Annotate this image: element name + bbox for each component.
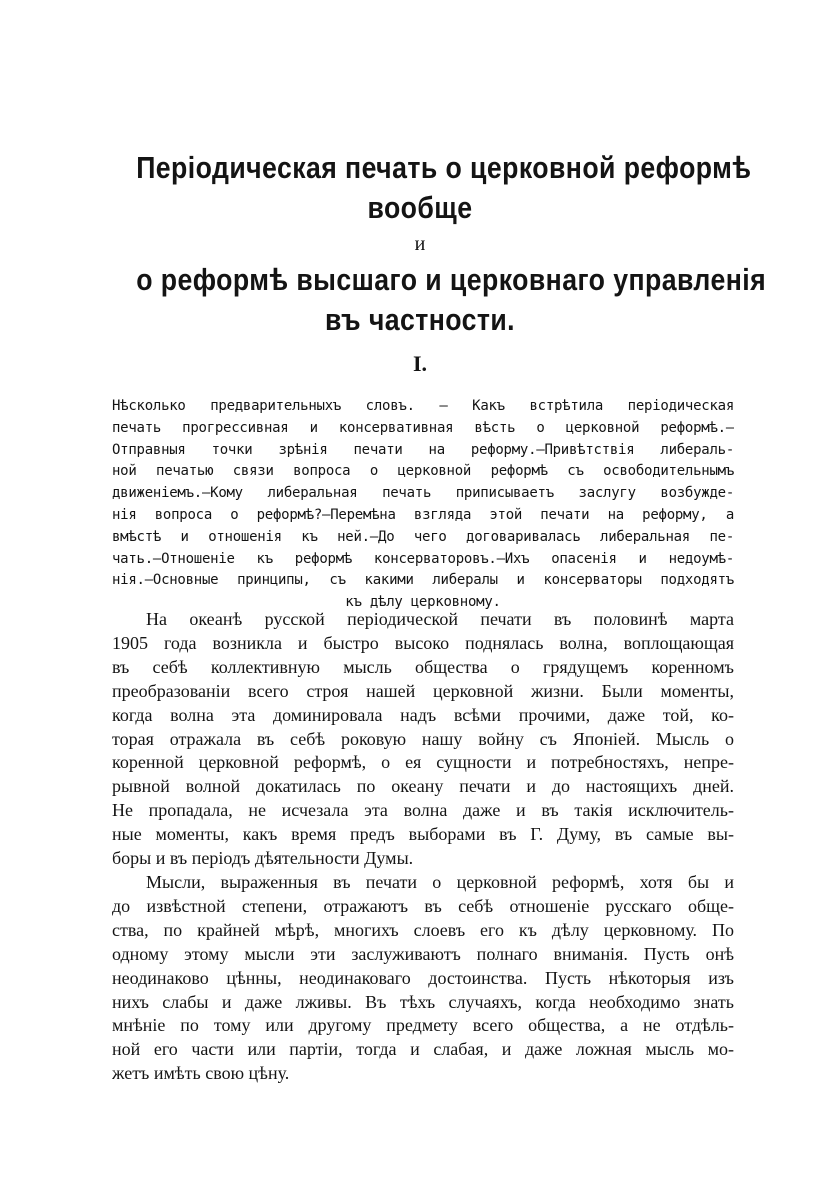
chapter-title	[90, 148, 767, 340]
text-line: Мысли, выраженныя въ печати о церковной реформѣ, хотя бы и	[146, 871, 734, 892]
text-line: одному этому мысли эти заслуживаютъ полнаго вниманія. Пусть онѣ	[112, 943, 734, 964]
summary-line: печать прогрессивная и консервативная вѣсть о церковной реформѣ.—	[112, 419, 734, 436]
text-line: На океанѣ русской періодической печати въ половинѣ марта	[146, 609, 734, 629]
text-line: до извѣстной степени, отражаютъ въ себѣ отношеніе русскаго обще-	[112, 895, 734, 916]
text-line: жетъ имѣть свою цѣну.	[112, 1063, 290, 1084]
text-line: боры и въ періодъ дѣятельности Думы.	[112, 848, 414, 869]
title-conjunction: и	[414, 233, 426, 255]
summary-line: вмѣстѣ и отношенія къ ней.—До чего договаривалась либеральная пе-	[112, 528, 734, 545]
text-line: Не пропадала, не исчезала эта волна даже и въ такія исключитель-	[112, 800, 734, 821]
text-line: нихъ слабы и даже лживы. Въ тѣхъ случаяхъ, когда необходимо знать	[112, 991, 734, 1012]
title-line-3: о реформѣ высшаго и церковнаго управленія	[136, 262, 767, 297]
text-line: ства, по крайней мѣрѣ, многихъ слоевъ его къ дѣлу церковному. По	[112, 919, 734, 940]
chapter-summary	[112, 396, 734, 614]
text-line: неодинаково цѣнны, неодинаковаго достоинства. Пусть нѣкоторыя изъ	[112, 967, 734, 988]
summary-line: нія вопроса о реформѣ?—Перемѣна взгляда этой печати на реформу, а	[112, 506, 734, 523]
paragraph-1	[112, 608, 734, 871]
text-line: рывной волной докатилась по океану печати и до настоящихъ дней.	[112, 776, 734, 797]
title-line-1: Періодическая печать о церковной реформѣ	[136, 150, 752, 185]
text-line: коренной церковной реформѣ, о ея сущности и потребностяхъ, непре-	[112, 752, 734, 773]
summary-line: чать.—Отношеніе къ реформѣ консерваторовъ.—Ихъ опасенія и недоумѣ-	[112, 550, 734, 567]
paragraph-2	[112, 871, 734, 1086]
text-line: ной его части или партіи, тогда и слабая, и даже ложная мысль мо-	[112, 1039, 734, 1060]
title-line-2: вообще	[367, 190, 473, 225]
text-line: ные моменты, какъ время предъ выборами въ Г. Думу, въ самые вы-	[112, 824, 734, 845]
summary-line: Отправныя точки зрѣнія печати на реформу.—Привѣтствія либераль-	[112, 441, 734, 458]
text-line: когда волна эта доминировала надъ всѣми прочими, даже той, ко-	[112, 704, 734, 725]
body-text	[112, 608, 734, 1086]
chapter-number: I.	[412, 351, 428, 376]
text-line: 1905 года возникла и быстро высоко поднялась волна, воплощающая	[112, 632, 734, 653]
text-line: въ себѣ коллективную мысль общества о грядущемъ коренномъ	[112, 656, 734, 677]
summary-line: Нѣсколько предварительныхъ словъ. — Какъ встрѣтила періодическая	[112, 398, 734, 414]
summary-line: движеніемъ.—Кому либеральная печать приписываетъ заслугу возбужде-	[112, 485, 734, 502]
summary-line: ной печатью связи вопроса о церковной реформѣ съ освободительнымъ	[112, 463, 734, 480]
summary-line: нія.—Основные принципы, съ какими либералы и консерваторы подходятъ	[112, 572, 734, 589]
text-line: преобразованіи всего строя нашей церковной жизни. Были моменты,	[112, 680, 734, 701]
title-line-4: въ частности.	[324, 302, 516, 337]
text-line: мнѣніе по тому или другому предмету всего общества, а не отдѣль-	[112, 1015, 734, 1036]
summary-line: къ дѣлу церковному.	[345, 594, 501, 611]
text-line: торая отражала въ себѣ роковую нашу войну съ Японіей. Мысль о	[112, 728, 734, 749]
